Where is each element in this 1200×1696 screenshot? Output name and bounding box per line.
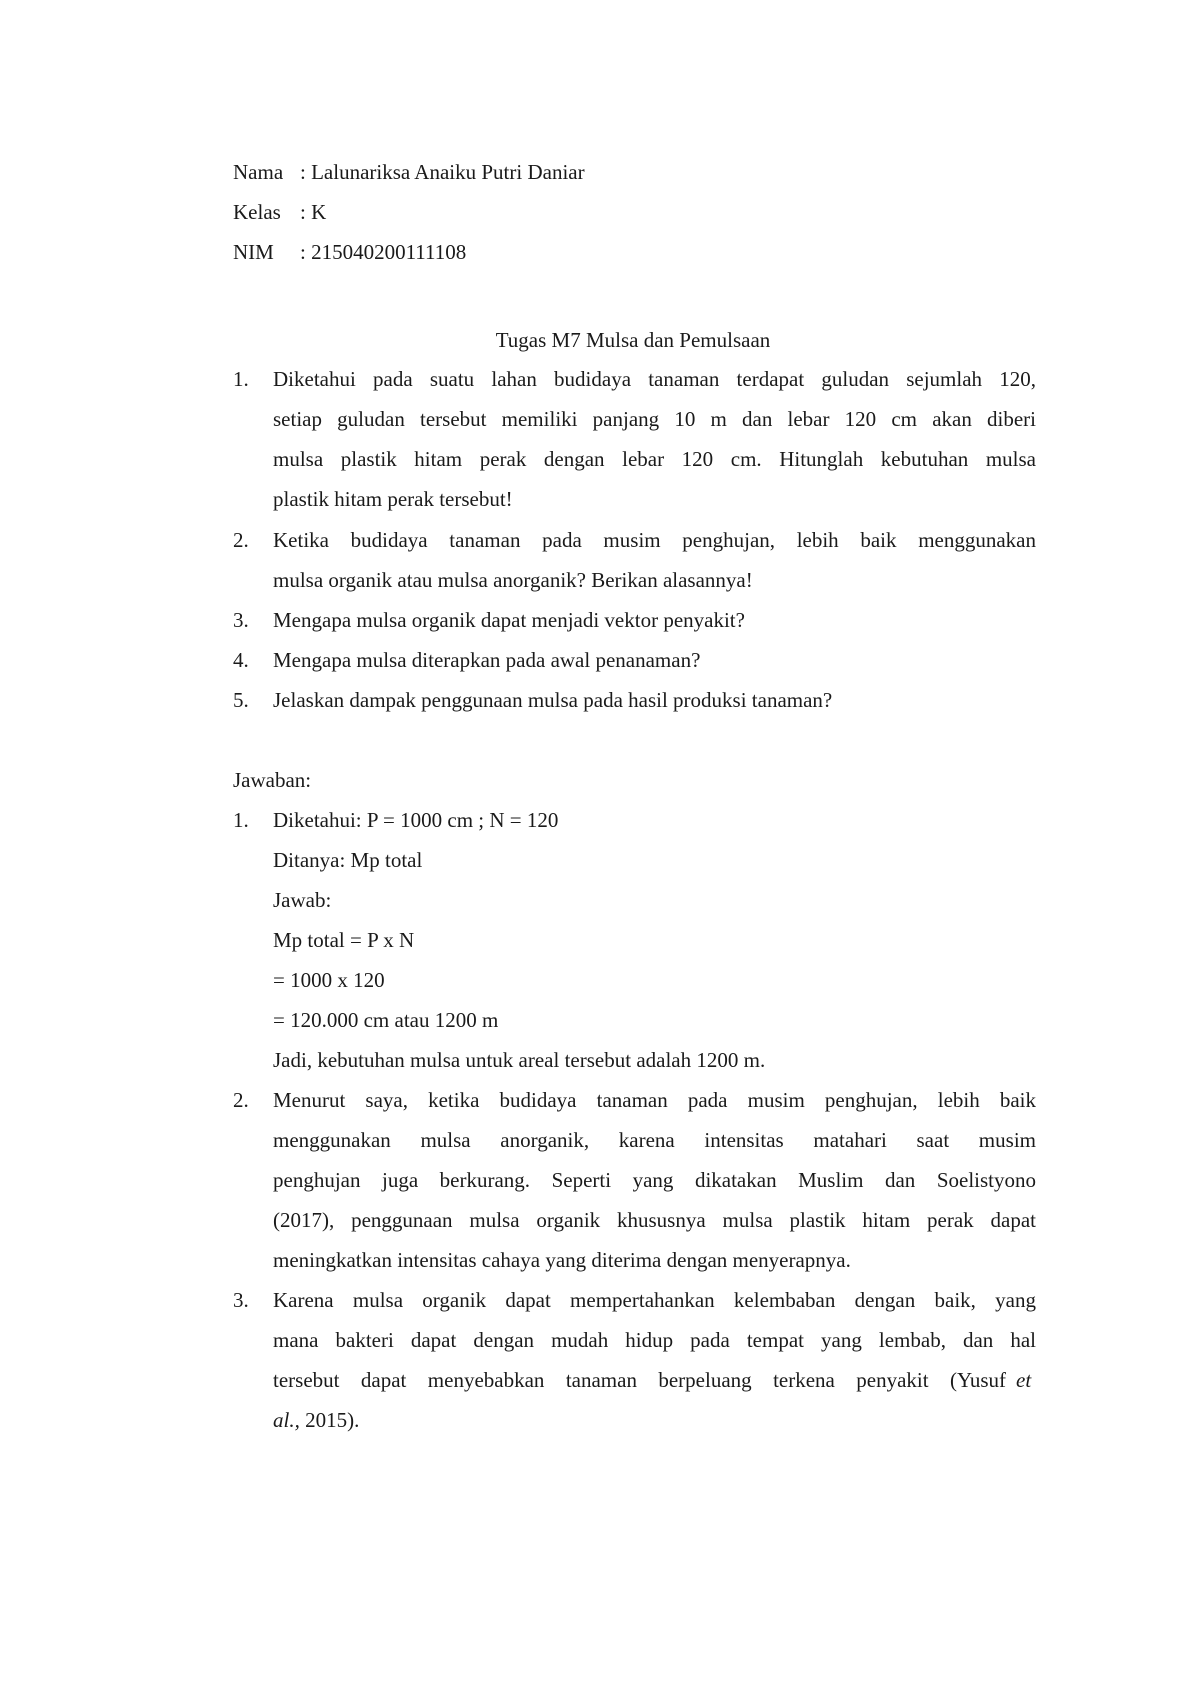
question-line: Diketahui pada suatu lahan budidaya tanaman terdapat guludan sejumlah 120, (273, 367, 1036, 391)
question-number: 3. (233, 608, 249, 632)
answer-line: = 1000 x 120 (273, 968, 385, 992)
question-number: 5. (233, 688, 249, 712)
question-line: Jelaskan dampak penggunaan mulsa pada hasil produksi tanaman? (273, 688, 833, 712)
answers-heading: Jawaban: (233, 768, 312, 792)
citation-et: et (1016, 1368, 1032, 1392)
document-title: Tugas M7 Mulsa dan Pemulsaan (495, 328, 771, 352)
answer-line: menggunakan mulsa anorganik, karena intensitas matahari saat musim (273, 1128, 1036, 1152)
answer-line: Jawab: (273, 888, 332, 912)
citation-year: 2015). (299, 1408, 360, 1432)
nama-value: : Lalunariksa Anaiku Putri Daniar (300, 160, 585, 184)
answer-line: Ditanya: Mp total (273, 848, 423, 872)
question-line: Mengapa mulsa organik dapat menjadi vektor penyakit? (273, 608, 745, 632)
kelas-label: Kelas (233, 200, 281, 224)
question-line: mulsa organik atau mulsa anorganik? Berikan alasannya! (273, 568, 753, 592)
answer-number: 1. (233, 808, 249, 832)
kelas-value: : K (300, 200, 327, 224)
answer-line: Menurut saya, ketika budidaya tanaman pada musim penghujan, lebih baik (273, 1088, 1036, 1112)
question-line: mulsa plastik hitam perak dengan lebar 120 cm. Hitunglah kebutuhan mulsa (273, 447, 1036, 471)
answer-line: penghujan juga berkurang. Seperti yang dikatakan Muslim dan Soelistyono (273, 1168, 1036, 1192)
question-number: 4. (233, 648, 249, 672)
question-line: setiap guludan tersebut memiliki panjang 10 m dan lebar 120 cm akan diberi (273, 407, 1036, 431)
nim-value: : 215040200111108 (300, 240, 467, 264)
answer-line-italic (1016, 1370, 1031, 1391)
answer-line: Mp total = P x N (273, 928, 415, 952)
answer-line: mana bakteri dapat dengan mudah hidup pada tempat yang lembab, dan hal (273, 1328, 1036, 1352)
nama-label: Nama (233, 160, 284, 184)
answer-line: Karena mulsa organik dapat mempertahankan kelembaban dengan baik, yang (273, 1288, 1036, 1312)
answer-line (273, 1410, 359, 1431)
answer-line: tersebut dapat menyebabkan tanaman berpeluang terkena penyakit (Yusuf (273, 1368, 1006, 1392)
question-number: 1. (233, 367, 249, 391)
question-line: plastik hitam perak tersebut! (273, 487, 513, 511)
question-number: 2. (233, 528, 249, 552)
answer-line: Jadi, kebutuhan mulsa untuk areal tersebut adalah 1200 m. (273, 1048, 766, 1072)
answer-number: 3. (233, 1288, 249, 1312)
answer-line: meningkatkan intensitas cahaya yang diterima dengan menyerapnya. (273, 1248, 851, 1272)
answer-line: (2017), penggunaan mulsa organik khususnya mulsa plastik hitam perak dapat (273, 1208, 1036, 1232)
nim-label: NIM (233, 240, 274, 264)
answer-line: Diketahui: P = 1000 cm ; N = 120 (273, 808, 559, 832)
citation-al: al., (273, 1408, 300, 1432)
question-line: Mengapa mulsa diterapkan pada awal penanaman? (273, 648, 701, 672)
answer-number: 2. (233, 1088, 249, 1112)
answer-line: = 120.000 cm atau 1200 m (273, 1008, 499, 1032)
question-line: Ketika budidaya tanaman pada musim penghujan, lebih baik menggunakan (273, 528, 1036, 552)
